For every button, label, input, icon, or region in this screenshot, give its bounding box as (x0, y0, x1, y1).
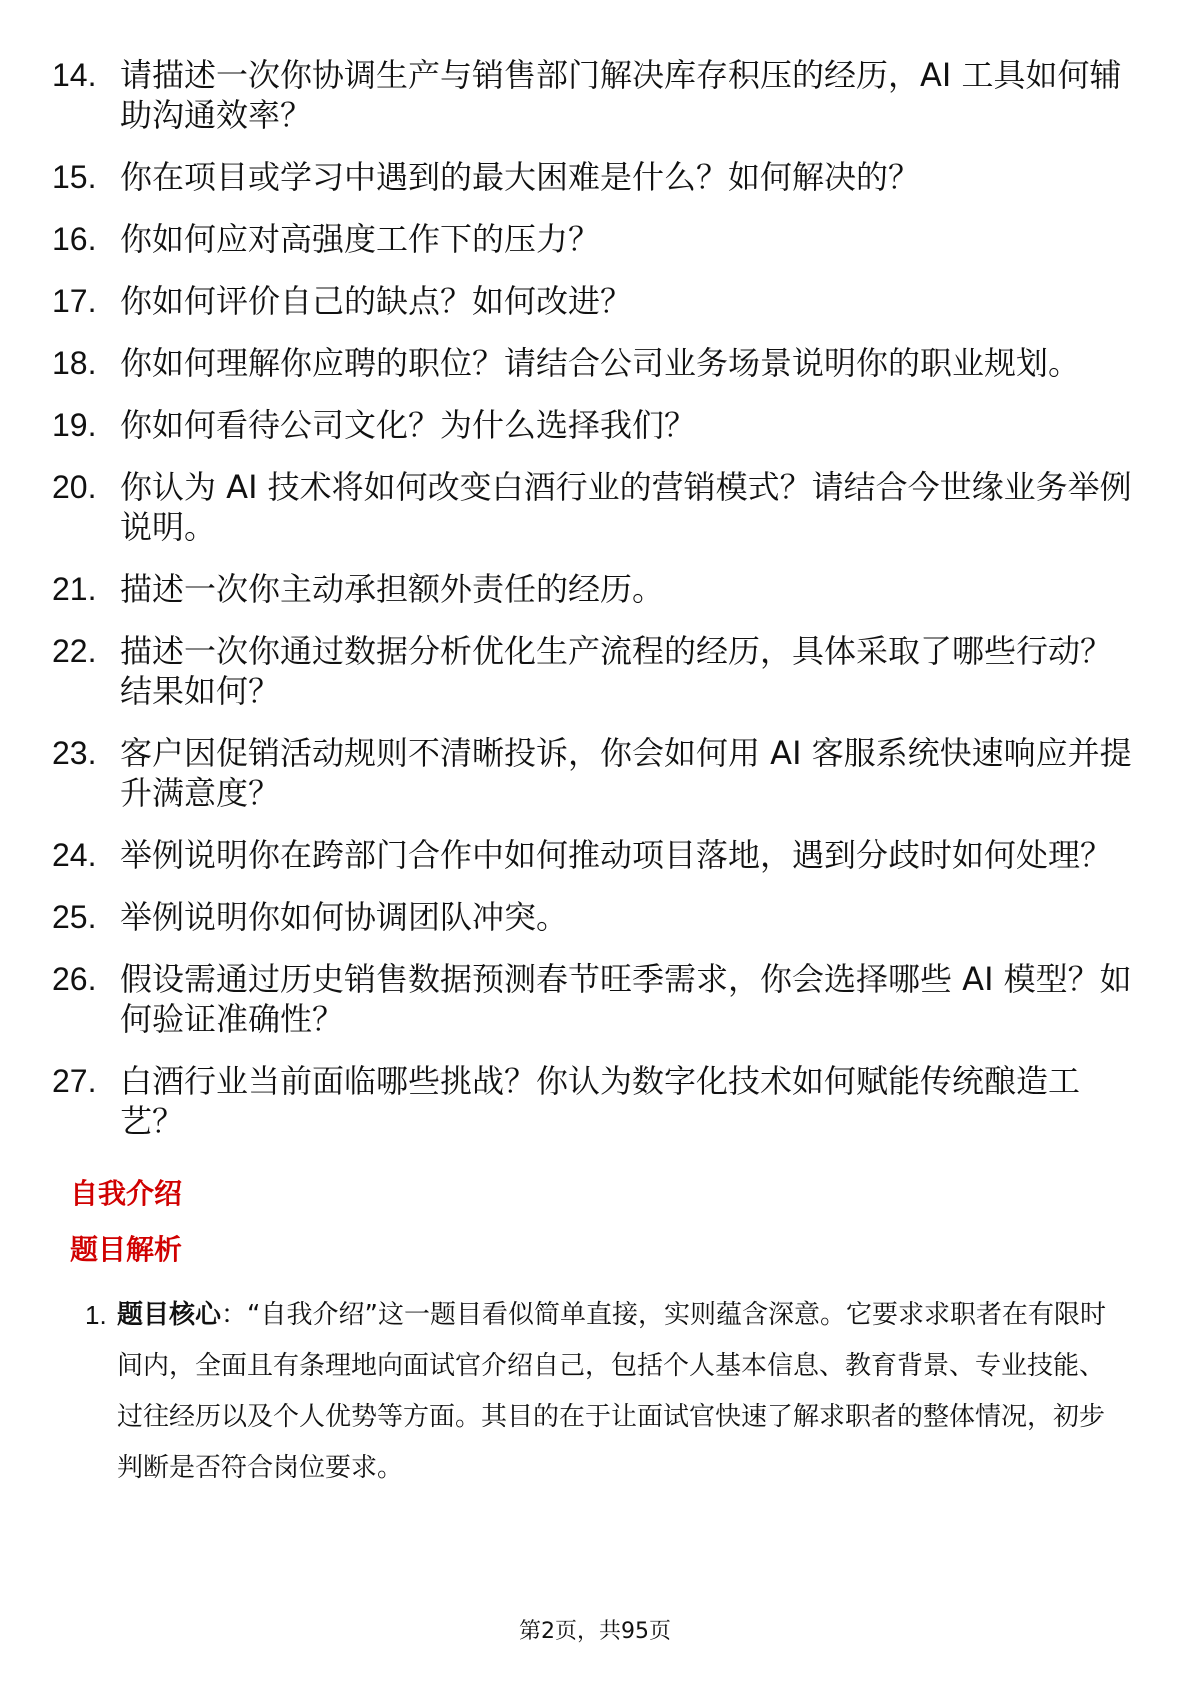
question-text: 你如何评价自己的缺点？如何改进？ (120, 282, 633, 320)
self-intro-heading: 自我介绍 (70, 1177, 183, 1210)
analysis-separator: ： (221, 1300, 248, 1330)
question-item (52, 219, 1142, 259)
question-list (52, 55, 1142, 1163)
question-number: 22. (52, 633, 97, 669)
question-text: 你如何应对高强度工作下的压力？ (120, 220, 601, 258)
page-footer: 第2页，共95页 (519, 1619, 671, 1644)
question-text: 客户因促销活动规则不清晰投诉，你会如何用 AI 客服系统快速响应并提升满意度？ (120, 734, 1132, 812)
question-number: 15. (52, 159, 97, 195)
question-number: 17. (52, 283, 97, 319)
question-text: 描述一次你主动承担额外责任的经历。 (120, 570, 665, 608)
analysis-number: 1. (85, 1300, 107, 1330)
question-number: 25. (52, 899, 97, 935)
analysis-label: 题目核心 (117, 1300, 222, 1330)
question-text: 白酒行业当前面临哪些挑战？你认为数字化技术如何赋能传统酿造工艺？ (120, 1062, 1081, 1140)
question-number: 23. (52, 735, 97, 771)
question-item (52, 55, 1142, 135)
analysis-list (85, 1290, 1125, 1494)
question-item (52, 835, 1142, 875)
question-item (52, 1061, 1142, 1141)
question-number: 16. (52, 221, 97, 257)
question-text: 描述一次你通过数据分析优化生产流程的经历，具体采取了哪些行动？结果如何？ (120, 632, 1113, 710)
question-item (52, 959, 1142, 1039)
analysis-text-block (117, 1290, 1125, 1494)
question-item (52, 897, 1142, 937)
question-text: 你如何理解你应聘的职位？请结合公司业务场景说明你的职业规划。 (120, 344, 1081, 382)
analysis-item (85, 1290, 1125, 1494)
question-number: 20. (52, 469, 97, 505)
question-number: 19. (52, 407, 97, 443)
analysis-heading: 题目解析 (70, 1233, 183, 1266)
question-number: 18. (52, 345, 97, 381)
question-item (52, 405, 1142, 445)
question-item (52, 733, 1142, 813)
question-number: 27. (52, 1063, 97, 1099)
question-item (52, 569, 1142, 609)
question-item (52, 157, 1142, 197)
analysis-text: “自我介绍”这一题目看似简单直接，实则蕴含深意。它要求求职者在有限时间内，全面且有条理地向面试官介绍自己，包括个人基本信息、教育背景、专业技能、过往经历以及个人优势等方面。其目的在于让面试官快速了解求职者的整体情况，初步判断是否符合岗位要求。 (117, 1300, 1106, 1483)
question-item (52, 281, 1142, 321)
question-text: 假设需通过历史销售数据预测春节旺季需求，你会选择哪些 AI 模型？如何验证准确性？ (120, 960, 1132, 1038)
question-text: 你在项目或学习中遇到的最大困难是什么？如何解决的？ (120, 158, 921, 196)
question-item (52, 631, 1142, 711)
question-number: 24. (52, 837, 97, 873)
question-item (52, 343, 1142, 383)
question-text: 请描述一次你协调生产与销售部门解决库存积压的经历，AI 工具如何辅助沟通效率？ (120, 56, 1122, 134)
question-number: 21. (52, 571, 97, 607)
question-text: 举例说明你如何协调团队冲突。 (120, 898, 569, 936)
question-item (52, 467, 1142, 547)
question-number: 14. (52, 57, 97, 93)
question-number: 26. (52, 961, 97, 997)
question-text: 举例说明你在跨部门合作中如何推动项目落地，遇到分歧时如何处理？ (120, 836, 1113, 874)
question-text: 你认为 AI 技术将如何改变白酒行业的营销模式？请结合今世缘业务举例说明。 (120, 468, 1132, 546)
question-text: 你如何看待公司文化？为什么选择我们？ (120, 406, 697, 444)
